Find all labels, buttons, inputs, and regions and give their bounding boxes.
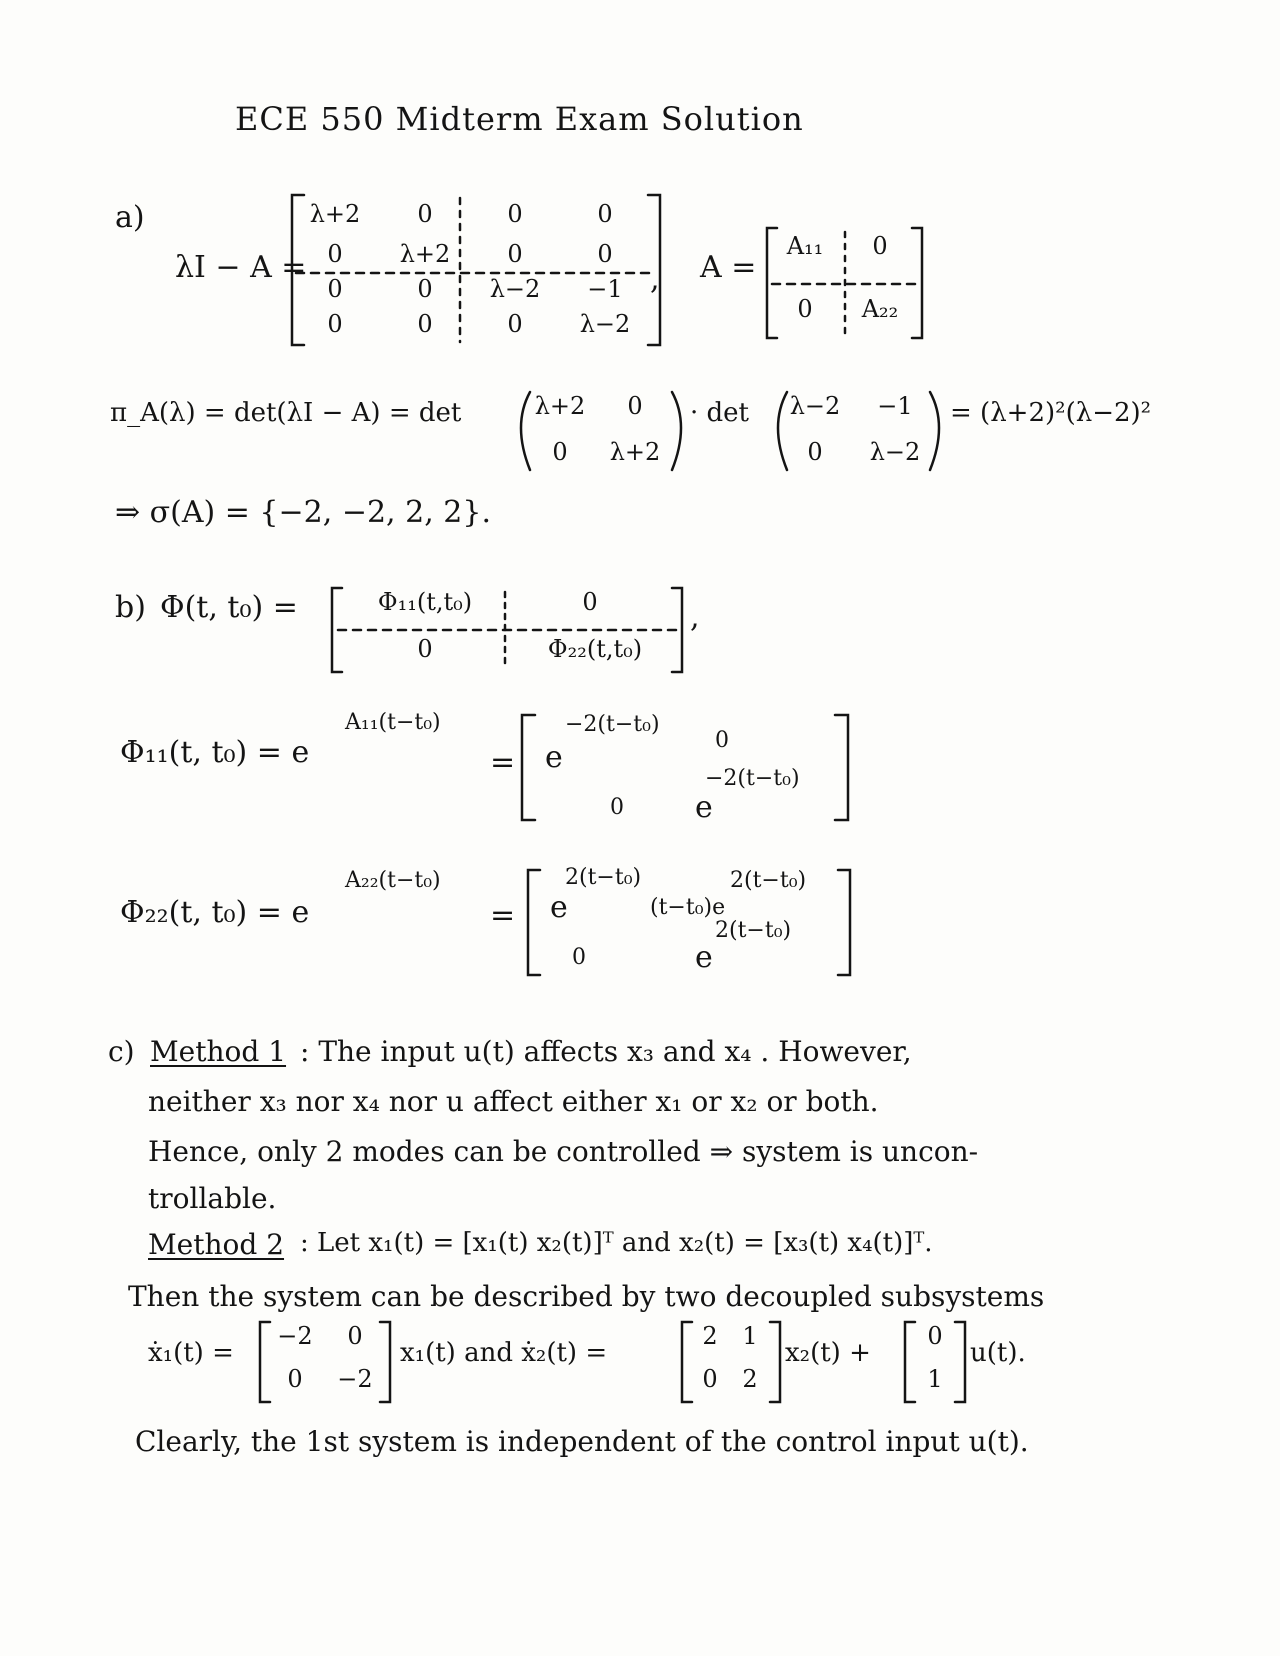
- method1-line: : The input u(t) affects x₃ and x₄ . However,: [300, 1035, 912, 1068]
- matrix-entry: (t−t₀)e: [650, 895, 726, 920]
- matrix-cell: 0: [507, 200, 523, 228]
- block-zero: 0: [417, 635, 433, 663]
- dot-det: · det: [690, 398, 750, 428]
- phi11-lhs: Φ₁₁(t, t₀) = e: [120, 735, 310, 770]
- matrix-cell: λ+2: [399, 240, 451, 268]
- matrix-cell: λ−2: [489, 275, 541, 303]
- matrix-cell: λ−2: [579, 310, 631, 338]
- matrix-entry: e: [545, 740, 563, 775]
- left-bracket: [292, 195, 304, 345]
- sub1-lhs: ẋ₁(t) =: [148, 1338, 234, 1368]
- matrix-cell: 0: [327, 240, 343, 268]
- method1-line: neither x₃ nor x₄ nor u affect either x₁ or x₂ or both.: [148, 1085, 879, 1118]
- matrix-entry-exponent: −2(t−t₀): [565, 712, 660, 737]
- phi22-block: Φ₂₂(t,t₀): [547, 635, 643, 663]
- phi11-exponent: A₁₁(t−t₀): [345, 710, 441, 735]
- method1-line: trollable.: [148, 1182, 277, 1215]
- sub1-rhs: x₁(t) and ẋ₂(t) =: [400, 1338, 608, 1368]
- left-bracket: [260, 1322, 270, 1402]
- matrix-cell: 0: [507, 240, 523, 268]
- det2-cell: λ−2: [869, 438, 921, 466]
- matrix-entry-exponent: 2(t−t₀): [565, 865, 642, 890]
- sub2-cell: 1: [742, 1322, 758, 1350]
- sub2-cell: 0: [702, 1365, 718, 1393]
- block-zero: 0: [872, 232, 888, 260]
- comma: ,: [690, 600, 700, 635]
- det2-cell: −1: [877, 392, 913, 420]
- det2-cell: λ−2: [789, 392, 841, 420]
- sub1-cell: −2: [277, 1322, 313, 1350]
- matrix-entry: e: [695, 940, 713, 975]
- sub1-cell: 0: [347, 1322, 363, 1350]
- matrix-entry-exponent: −2(t−t₀): [705, 766, 800, 791]
- left-bracket: [528, 870, 540, 975]
- method1-heading: Method 1: [150, 1035, 287, 1068]
- right-bracket: [835, 715, 848, 820]
- conclusion: Clearly, the 1st system is independent of the control input u(t).: [135, 1425, 1029, 1458]
- block-a22: A₂₂: [861, 295, 899, 323]
- right-bracket: [838, 870, 850, 975]
- right-bracket: [380, 1322, 390, 1402]
- part-b-label: b): [115, 590, 146, 625]
- sub2-cell: 2: [742, 1365, 758, 1393]
- matrix-cell: 0: [417, 310, 433, 338]
- matrix-cell: 0: [507, 310, 523, 338]
- right-bracket: [955, 1322, 965, 1402]
- det2-cell: 0: [807, 438, 823, 466]
- matrix-entry: 0: [572, 945, 586, 970]
- right-paren: [930, 392, 939, 470]
- sub1-cell: 0: [287, 1365, 303, 1393]
- matrix-entry: 0: [715, 728, 729, 753]
- method2-line: : Let x₁(t) = [x₁(t) x₂(t)]ᵀ and x₂(t) = [x₃(t) x₄(t)]ᵀ.: [300, 1228, 933, 1258]
- left-paren: [778, 392, 787, 470]
- det1-cell: 0: [627, 392, 643, 420]
- matrix-cell: λ+2: [309, 200, 361, 228]
- right-bracket: [648, 195, 660, 345]
- left-paren: [521, 392, 530, 470]
- matrix-entry: 0: [610, 795, 624, 820]
- phi-lhs: Φ(t, t₀) =: [160, 590, 298, 625]
- equals: =: [490, 745, 516, 780]
- det1-cell: λ+2: [609, 438, 661, 466]
- phi22-exponent: A₂₂(t−t₀): [345, 868, 441, 893]
- input-vector-cell: 0: [927, 1322, 943, 1350]
- right-bracket: [770, 1322, 780, 1402]
- matrix-entry-exponent: 2(t−t₀): [715, 918, 792, 943]
- matrix-cell: 0: [417, 200, 433, 228]
- left-bracket: [522, 715, 535, 820]
- spectrum: ⇒ σ(A) = {−2, −2, 2, 2}.: [115, 495, 491, 530]
- matrix-cell: −1: [587, 275, 623, 303]
- a-matrix-label: A =: [700, 250, 757, 285]
- sub2-mid: x₂(t) +: [785, 1338, 871, 1368]
- charpoly-lhs: π_A(λ) = det(λI − A) = det: [110, 398, 462, 428]
- matrix-entry-exponent: 2(t−t₀): [730, 868, 807, 893]
- method1-line: Hence, only 2 modes can be controlled ⇒ system is uncon-: [148, 1135, 979, 1168]
- method2-line: Then the system can be described by two decoupled subsystems: [128, 1280, 1045, 1313]
- left-bracket: [905, 1322, 915, 1402]
- block-a11: A₁₁: [786, 232, 824, 260]
- lambda-i-minus-a-label: λI − A =: [175, 250, 307, 285]
- sub1-cell: −2: [337, 1365, 373, 1393]
- page-title: ECE 550 Midterm Exam Solution: [235, 100, 804, 138]
- part-c-label: c): [108, 1035, 135, 1068]
- charpoly-rhs: = (λ+2)²(λ−2)²: [950, 398, 1152, 428]
- part-a-label: a): [115, 200, 145, 235]
- comma: ,: [650, 262, 660, 297]
- phi11-block: Φ₁₁(t,t₀): [377, 588, 473, 616]
- matrix-cell: 0: [597, 240, 613, 268]
- method2-heading: Method 2: [148, 1228, 285, 1261]
- sub2-cell: 2: [702, 1322, 718, 1350]
- matrix-cell: 0: [597, 200, 613, 228]
- matrix-cell: 0: [417, 275, 433, 303]
- left-bracket: [682, 1322, 692, 1402]
- det1-cell: 0: [552, 438, 568, 466]
- matrix-entry: e: [550, 890, 568, 925]
- sub2-tail: u(t).: [970, 1338, 1026, 1368]
- matrix-cell: 0: [327, 310, 343, 338]
- det1-cell: λ+2: [534, 392, 586, 420]
- block-zero: 0: [582, 588, 598, 616]
- matrix-entry: e: [695, 790, 713, 825]
- input-vector-cell: 1: [927, 1365, 943, 1393]
- matrix-cell: 0: [327, 275, 343, 303]
- block-zero: 0: [797, 295, 813, 323]
- equals: =: [490, 898, 516, 933]
- phi22-lhs: Φ₂₂(t, t₀) = e: [120, 895, 310, 930]
- right-paren: [672, 392, 681, 470]
